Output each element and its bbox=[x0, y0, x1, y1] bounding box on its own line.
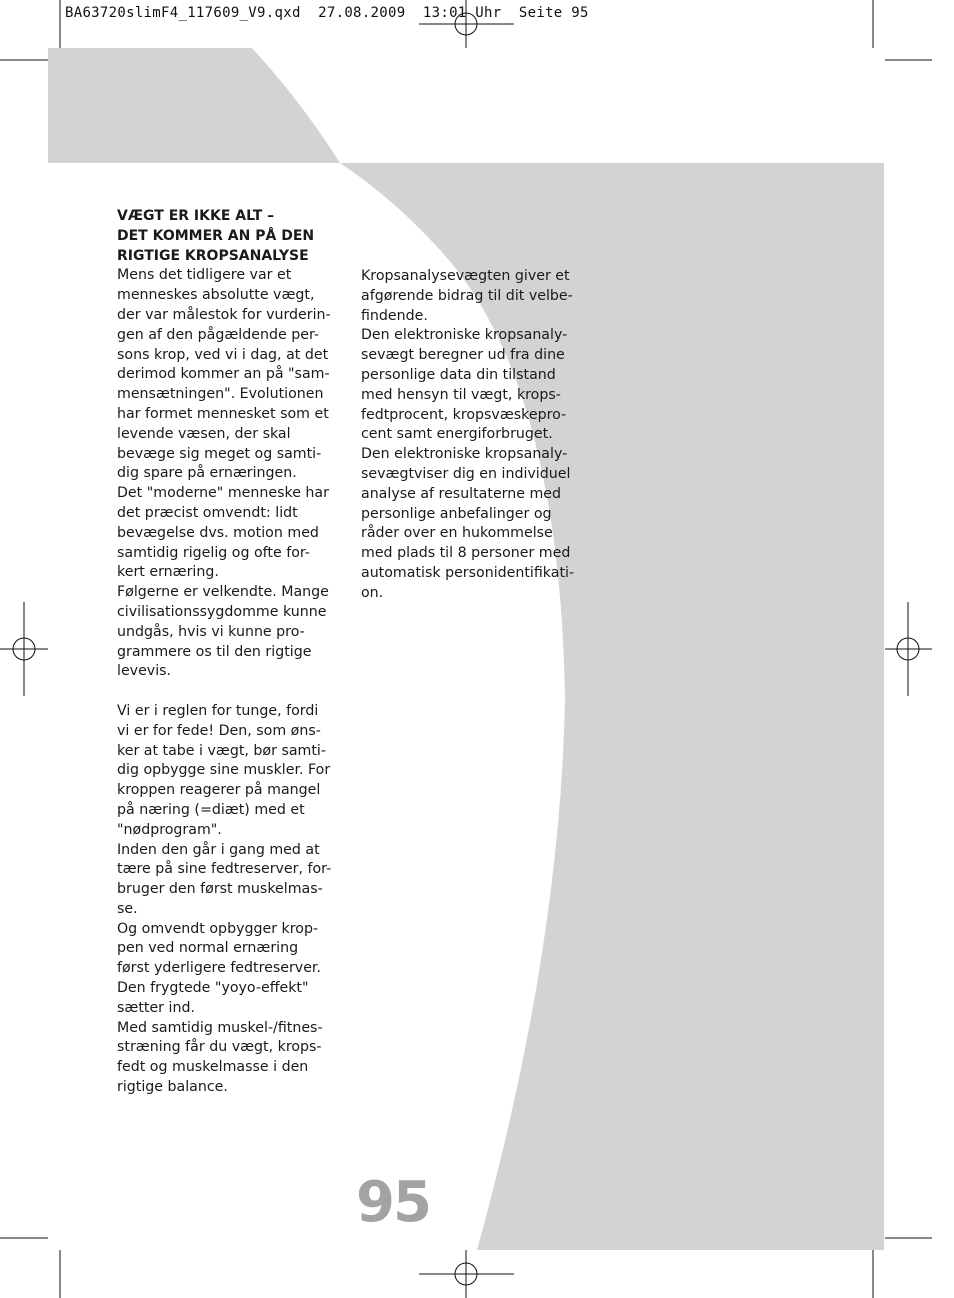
left-text-column bbox=[117, 207, 352, 1098]
top-gray-panel bbox=[48, 48, 340, 163]
page-number: 95 bbox=[356, 1170, 430, 1235]
right-text-column bbox=[361, 267, 596, 604]
print-slug-header: BA63720slimF4_117609_V9.qxd 27.08.2009 13:01 Uhr Seite 95 bbox=[65, 5, 589, 21]
paragraph-spacer bbox=[117, 682, 352, 702]
registration-mark-right bbox=[885, 602, 932, 696]
paragraph-intro: Mens det tidligere var et menneskes absolutte vægt, der var målestok for vurderin- gen af den pågældende per- sons krop, ved vi i dag, at det derimod kommer an på "sam- mensætningen". Evolutionen har formet mennesket som et levende væsen, der skal bevæge sig meget og samti- dig spare på ernæringen. Det "moderne" menneske har det præcist omvendt: lidt bevægelse dvs. motion med samtidig rigelig og ofte for- kert ernæring. Følgerne er velkendte. Mange civilisationssygdomme kunne undgås, hvis vi kunne pro- grammere os til den rigtige levevis. bbox=[117, 267, 331, 680]
registration-mark-bottom bbox=[419, 1250, 514, 1298]
registration-mark-left bbox=[0, 602, 48, 696]
paragraph-body-analysis: Kropsanalysevægten giver et afgørende bidrag til dit velbe- findende. Den elektroniske kropsanaly- sevægt beregner ud fra dine personlige data din tilstand med hensyn til vægt, krops- fedtprocent, kropsvæskepro- cent samt energiforbruget. Den elektroniske kropsanaly- sevægtviser dig en individuel analyse af resultaterne med personlige anbefalinger og råder over en hukommelse med plads til 8 personer med automatisk personidentifikati- on. bbox=[361, 268, 575, 601]
section-heading: VÆGT ER IKKE ALT – DET KOMMER AN PÅ DEN RIGTIGE KROPSANALYSE bbox=[117, 208, 315, 264]
paragraph-weight-loss: Vi er i reglen for tunge, fordi vi er for fede! Den, som øns- ker at tabe i vægt, bør samti- dig opbygge sine muskler. For kroppen reagerer på mangel på næring (=diæt) med et "nødprogram". Inden den går i gang med at tære på sine fedtreserver, for- bruger den først muskelmas- se. Og omvendt opbygger krop- pen ved normal ernæring først yderligere fedtreserver. Den frygtede "yoyo-effekt" sætter ind. Med samtidig muskel-/fitnes- stræning får du vægt, krops- fedt og muskelmasse i den rigtige balance. bbox=[117, 702, 332, 1096]
